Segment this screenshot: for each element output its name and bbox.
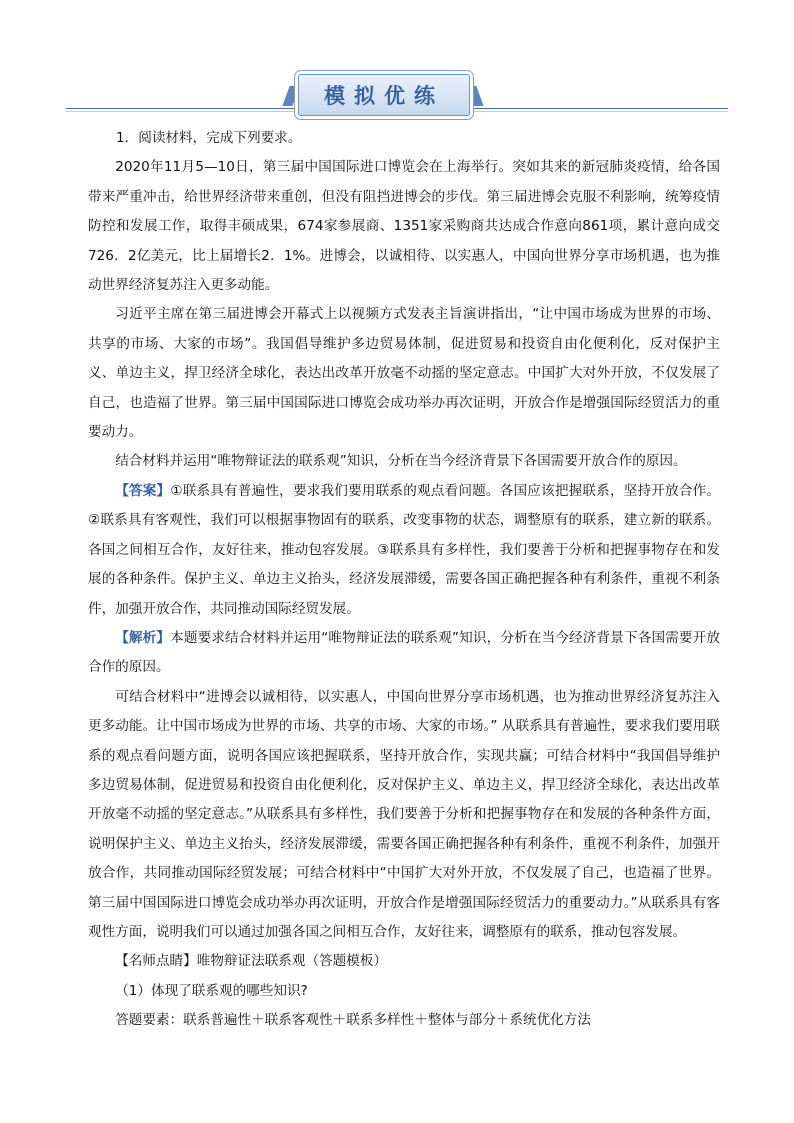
- material-paragraph-1: 2020年11月5—10日，第三届中国国际进口博览会在上海举行。突如其来的新冠肺炎疫情，给各国带来严重冲击，给世界经济带来重创，但没有阻挡进博会的步伐。第三届进博会克服不利影响，统筹疫情防控和发展工作，取得丰硕成果，674家参展商、1351家采购商共达成合作意向861项，累计意向成交726．2亿美元，比上届增长2．1%。进博会，以诚相待、以实惠人，中国向世界分享市场机遇，也为推动世界经济复苏注入更多动能。: [88, 159, 720, 294]
- tips-answer-elements: 答题要素：联系普遍性＋联系客观性＋联系多样性＋整体与部分＋系统优化方法: [115, 1012, 591, 1029]
- question-task: 结合材料并运用“唯物辩证法的联系观”知识，分析在当今经济背景下各国需要开放合作的原因。: [115, 453, 687, 470]
- analysis-label: 【解析】: [115, 629, 171, 646]
- tips-title: 【名师点睛】唯物辩证法联系观（答题模板）: [115, 953, 388, 970]
- material-paragraph-2: 习近平主席在第三届进博会开幕式上以视频方式发表主旨演讲指出，“让中国市场成为世界的市场、共享的市场、大家的市场”。我国倡导维护多边贸易体制，促进贸易和投资自由化便利化，反对保护主义、单边主义，捍卫经济全球化，表达出改革开放毫不动摇的坚定意志。中国扩大对外开放，不仅发展了自己，也造福了世界。第三届中国国际进口博览会成功举办再次证明，开放合作是增强国际经贸活力的重要动力。: [88, 306, 720, 441]
- banner-title-box: [298, 74, 470, 116]
- answer-label: 【答案】: [115, 482, 171, 499]
- answer-paragraph: [88, 477, 720, 624]
- analysis-text: 本题要求结合材料并运用“唯物辩证法的联系观”知识，分析在当今经济背景下各国需要开放合作的原因。: [88, 629, 720, 676]
- question-stem: 1．阅读材料，完成下列要求。: [116, 130, 302, 146]
- document-body: [88, 124, 720, 1036]
- analysis-detail: 可结合材料中“进博会以诚相待，以实惠人，中国向世界分享市场机遇，也为推动世界经济复苏注入更多动能。让中国市场成为世界的市场、共享的市场、大家的市场。” 从联系具有普遍性，要求我们要用联系的观点看问题方面，说明各国应该把握联系，坚持开放合作，实现共赢；可结合材料中“我国倡导维护多边贸易体制，促进贸易和投资自由化便利化，反对保护主义、单边主义，捍卫经济全球化，表达出改革开放毫不动摇的坚定意志。”从联系具有多样性，我们要善于分析和把握事物存在和发展的各种条件方面，说明保护主义、单边主义抬头，经济发展滞缓，需要各国正确把握各种有利条件，重视不利条件，加强开放合作，共同推动国际经贸发展；可结合材料中“中国扩大对外开放，不仅发展了自己，也造福了世界。第三届中国国际进口博览会成功举办再次证明，开放合作是增强国际经贸活力的重要动力。”从联系具有客观性方面，说明我们可以通过加强各国之间相互合作，友好往来，调整原有的联系，推动包容发展。: [88, 688, 720, 940]
- answer-text: ①联系具有普遍性，要求我们要用联系的观点看问题。各国应该把握联系，坚持开放合作。②联系具有客观性，我们可以根据事物固有的联系，改变事物的状态，调整原有的联系，建立新的联系。各国之间相互合作，友好往来，推动包容发展。③联系具有多样性，我们要善于分析和把握事物存在和发展的各种条件。保护主义、单边主义抬头，经济发展滞缓，需要各国正确把握各种有利条件，重视不利条件，加强开放合作，共同推动国际经贸发展。: [88, 482, 721, 617]
- section-banner: [0, 68, 794, 128]
- analysis-paragraph: [88, 624, 720, 683]
- tips-question-1: （1）体现了联系观的哪些知识?: [115, 982, 308, 999]
- banner-title: 模拟优练: [324, 83, 444, 108]
